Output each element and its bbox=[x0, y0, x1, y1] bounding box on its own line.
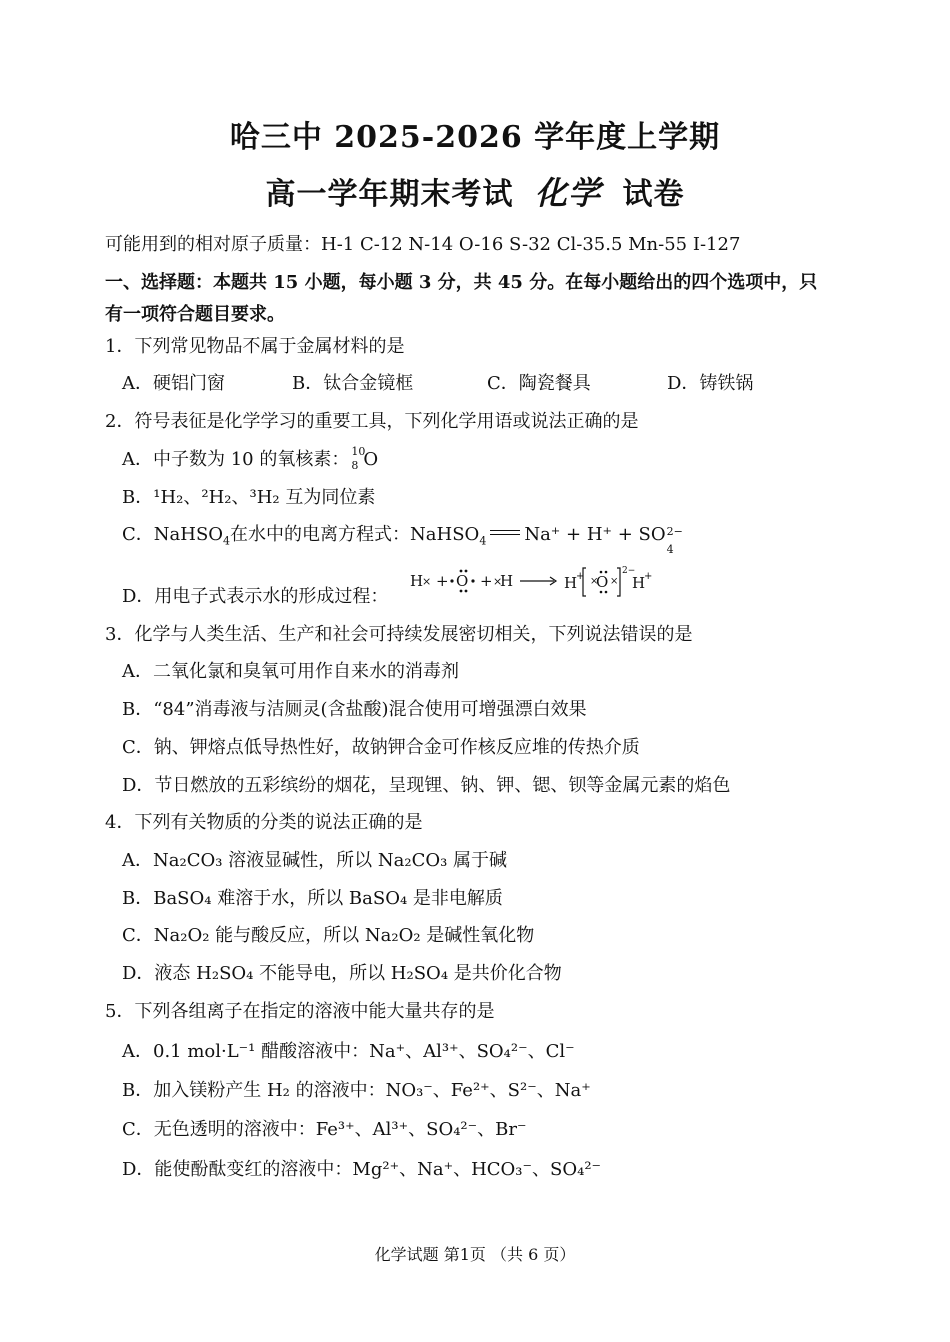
section1-instructions-line2: 有一项符合题目要求。 bbox=[105, 304, 285, 325]
q5-option-d: D．能使酚酞变红的溶液中：Mg²⁺、Na⁺、HCO₃⁻、SO₄²⁻ bbox=[122, 1159, 602, 1180]
exam-title-subject: 化学 bbox=[534, 174, 601, 212]
q3-option-d: D．节日燃放的五彩缤纷的烟花，呈现锂、钠、钾、锶、钡等金属元素的焰色 bbox=[122, 775, 731, 796]
q2-option-a: A．中子数为 10 的氧核素： 10 8 O bbox=[122, 445, 379, 472]
q5-option-c: C．无色透明的溶液中：Fe³⁺、Al³⁺、SO₄²⁻、Br⁻ bbox=[122, 1119, 527, 1140]
q3-option-c: C．钠、钾熔点低导热性好，故钠钾合金可作核反应堆的传热介质 bbox=[122, 737, 640, 758]
svg-text:H: H bbox=[410, 572, 424, 590]
section1-instructions-line1: 一、选择题：本题共 15 小题，每小题 3 分，共 45 分。在每小题给出的四个选项中，只 bbox=[105, 272, 818, 293]
equals-sign bbox=[490, 530, 520, 535]
atomic-masses: 可能用到的相对原子质量：H-1 C-12 N-14 O-16 S-32 Cl-35.5 Mn-55 I-127 bbox=[105, 234, 741, 255]
q5-stem: 5．下列各组离子在指定的溶液中能大量共存的是 bbox=[105, 1001, 495, 1022]
page-footer: 化学试题 第1页 （共 6 页） bbox=[374, 1245, 576, 1264]
q1-option-a: A．硬铝门窗 bbox=[122, 373, 225, 394]
svg-text:2−: 2− bbox=[622, 566, 636, 576]
q1-option-b: B．钛合金镜框 bbox=[292, 373, 414, 394]
q2-option-c: C．NaHSO$_4$在水中的电离方程式：NaHSO$_4$ Na⁺ + H⁺ + SO 2− 4 bbox=[122, 524, 683, 556]
q3-option-a: A．二氧化氯和臭氧可用作自来水的消毒剂 bbox=[122, 661, 459, 682]
q1-option-d: D．铸铁锅 bbox=[667, 373, 754, 394]
q2-option-b: B．¹H₂、²H₂、³H₂ 互为同位素 bbox=[122, 487, 376, 508]
svg-text:×: × bbox=[610, 576, 619, 587]
q4-option-d: D．液态 H₂SO₄ 不能导电，所以 H₂SO₄ 是共价化合物 bbox=[122, 963, 562, 984]
svg-text:×: × bbox=[590, 576, 599, 587]
water-formation-lewis-diagram bbox=[410, 564, 660, 600]
q4-option-b: B．BaSO₄ 难溶于水，所以 BaSO₄ 是非电解质 bbox=[122, 888, 503, 909]
q3-option-b: B．“84”消毒液与洁厕灵(含盐酸)混合使用可增强漂白效果 bbox=[122, 699, 587, 720]
svg-text:O: O bbox=[456, 572, 469, 590]
q3-stem: 3．化学与人类生活、生产和社会可持续发展密切相关，下列说法错误的是 bbox=[105, 624, 693, 645]
q2-option-d: D．用电子式表示水的形成过程： bbox=[122, 586, 389, 607]
q4-option-a: A．Na₂CO₃ 溶液显碱性，所以 Na₂CO₃ 属于碱 bbox=[122, 850, 508, 871]
svg-text:×: × bbox=[493, 575, 503, 588]
svg-text:O: O bbox=[596, 573, 609, 591]
svg-text:H: H bbox=[564, 574, 578, 592]
nuclide-notation: 10 8 bbox=[351, 445, 366, 472]
q1-option-c: C．陶瓷餐具 bbox=[487, 373, 591, 394]
svg-text:×: × bbox=[422, 575, 432, 588]
svg-text:H: H bbox=[500, 572, 514, 590]
exam-title-line2 bbox=[0, 168, 950, 214]
q5-option-a: A．0.1 mol·L⁻¹ 醋酸溶液中：Na⁺、Al³⁺、SO₄²⁻、Cl⁻ bbox=[122, 1041, 575, 1062]
svg-text:+: + bbox=[480, 572, 493, 590]
svg-text:+: + bbox=[436, 572, 449, 590]
exam-title-grade: 高一学年期末考试 bbox=[265, 177, 514, 212]
q2-option-a-text: A．中子数为 10 的氧核素： bbox=[122, 449, 350, 470]
exam-title-line1: 哈三中 2025-2026 学年度上学期 bbox=[229, 120, 721, 155]
q1-stem: 1．下列常见物品不属于金属材料的是 bbox=[105, 336, 405, 357]
q4-option-c: C．Na₂O₂ 能与酸反应，所以 Na₂O₂ 是碱性氧化物 bbox=[122, 925, 535, 946]
q5-option-b: B．加入镁粉产生 H₂ 的溶液中：NO₃⁻、Fe²⁺、S²⁻、Na⁺ bbox=[122, 1080, 591, 1101]
svg-text:H: H bbox=[632, 574, 646, 592]
svg-text:+: + bbox=[644, 571, 653, 582]
svg-text:+: + bbox=[576, 571, 585, 582]
q4-stem: 4．下列有关物质的分类的说法正确的是 bbox=[105, 812, 423, 833]
q2-stem: 2．符号表征是化学学习的重要工具，下列化学用语或说法正确的是 bbox=[105, 411, 639, 432]
exam-title-paper: 试卷 bbox=[622, 177, 685, 212]
